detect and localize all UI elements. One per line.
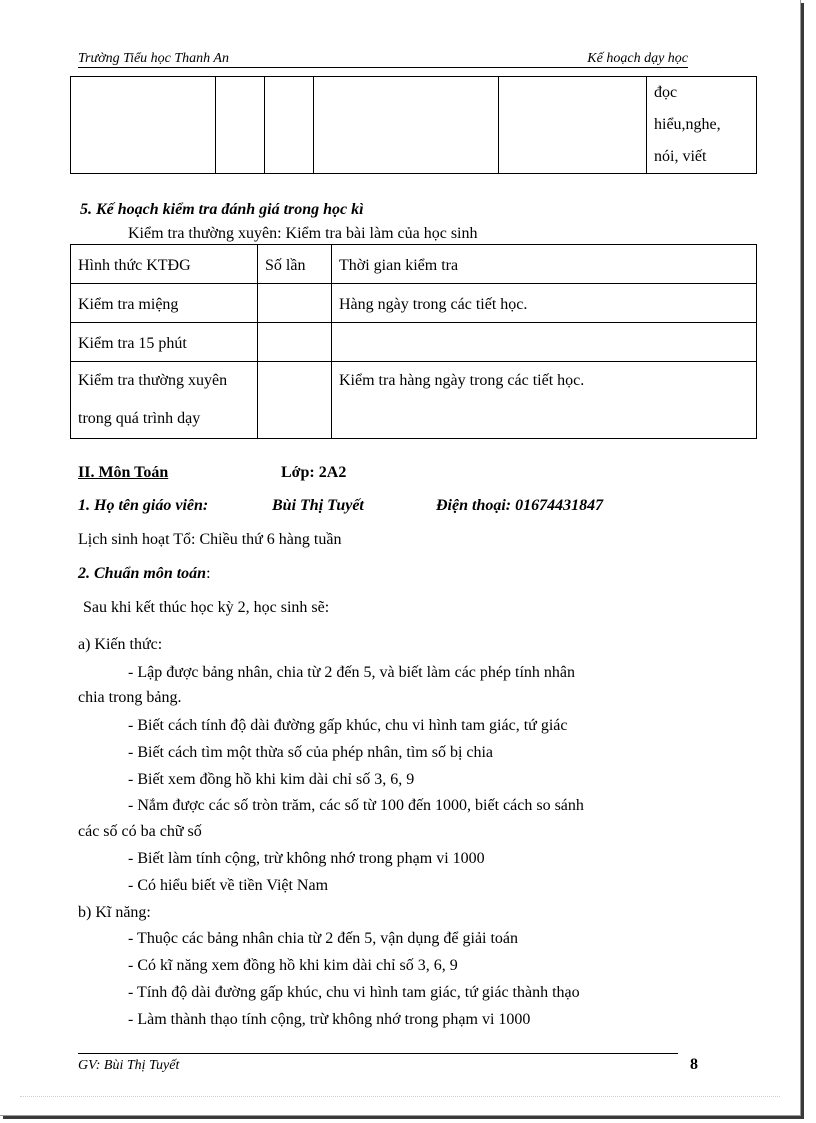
meeting-schedule: Lịch sinh hoạt Tổ: Chiều thứ 6 hàng tuần [78,531,342,548]
table-cell [265,77,314,174]
cell-line: hiểu,nghe, [654,116,721,133]
class-label: Lớp: 2A2 [281,464,347,481]
header-school: Trường Tiểu học Thanh An [78,51,229,66]
knowledge-heading: a) Kiến thức: [78,636,163,653]
teacher-label: 1. Họ tên giáo viên: [78,497,209,514]
teacher-name: Bùi Thị Tuyết [272,497,364,514]
cell-line: Kiểm tra thường xuyên [78,372,228,389]
cell-line: nói, viết [654,148,707,165]
skills-heading: b) Kĩ năng: [78,904,151,921]
list-item: chia trong bảng. [78,689,182,706]
table-cell: Kiểm tra hàng ngày trong các tiết học. [332,362,757,439]
table-cell [258,323,332,362]
table-row [71,284,757,323]
table-cell [499,77,647,174]
standard-heading: 2. Chuẩn môn toán: [78,565,211,582]
table-row [71,362,757,439]
page-header [78,51,688,68]
table-cell: Kiểm tra 15 phút [71,323,258,362]
teacher-phone: Điện thoại: 01674431847 [436,497,604,514]
footer-divider [78,1053,678,1054]
table-row [71,323,757,362]
page-number: 8 [690,1056,698,1073]
list-item: - Lập được bảng nhân, chia từ 2 đến 5, và biết làm các phép tính nhân [128,664,575,681]
list-item: - Biết xem đồng hồ khi kim dài chỉ số 3, 6, 9 [128,771,415,788]
list-item: - Biết làm tính cộng, trừ không nhớ trong phạm vi 1000 [128,850,485,867]
table-cell [71,77,216,174]
cell-line: đọc [654,84,678,101]
table-cell [332,323,757,362]
col-header: Hình thức KTĐG [71,245,258,284]
footer-author: GV: Bùi Thị Tuyết [78,1058,180,1073]
table-cell [258,362,332,439]
continued-table [70,76,757,174]
table-cell [216,77,265,174]
header-doc-type: Kế hoạch dạy học [587,51,688,66]
list-item: - Có kĩ năng xem đồng hồ khi kim dài chỉ số 3, 6, 9 [128,957,458,974]
assessment-table [70,244,757,439]
table-cell [258,284,332,323]
subject-title: II. Môn Toán [78,464,169,481]
col-header: Thời gian kiểm tra [332,245,757,284]
page-bottom-dotted-line [20,1096,780,1097]
section-5-heading: 5. Kế hoạch kiểm tra đánh giá trong học kì [80,201,364,218]
list-item: - Có hiểu biết về tiền Việt Nam [128,877,329,894]
list-item: - Nắm được các số tròn trăm, các số từ 100 đến 1000, biết cách so sánh [128,797,584,814]
cell-line: trong quá trình dạy [78,410,201,427]
table-cell: Hàng ngày trong các tiết học. [332,284,757,323]
table-cell: Kiểm tra miệng [71,284,258,323]
intro-text: Sau khi kết thúc học kỳ 2, học sinh sẽ: [83,599,330,616]
table-cell [71,362,258,439]
list-item: - Thuộc các bảng nhân chia từ 2 đến 5, vận dụng để giải toán [128,930,519,947]
table-header-row [71,245,757,284]
list-item: - Biết cách tính độ dài đường gấp khúc, chu vi hình tam giác, tứ giác [128,717,568,734]
section-5-note: Kiểm tra thường xuyên: Kiểm tra bài làm của học sinh [128,225,478,242]
list-item: các số có ba chữ số [78,823,202,840]
table-cell [314,77,499,174]
col-header: Số lần [258,245,332,284]
table-cell-skills [647,77,757,174]
list-item: - Tính độ dài đường gấp khúc, chu vi hình tam giác, tứ giác thành thạo [128,984,580,1001]
list-item: - Làm thành thạo tính cộng, trừ không nhớ trong phạm vi 1000 [128,1011,531,1028]
list-item: - Biết cách tìm một thừa số của phép nhân, tìm số bị chia [128,744,494,761]
